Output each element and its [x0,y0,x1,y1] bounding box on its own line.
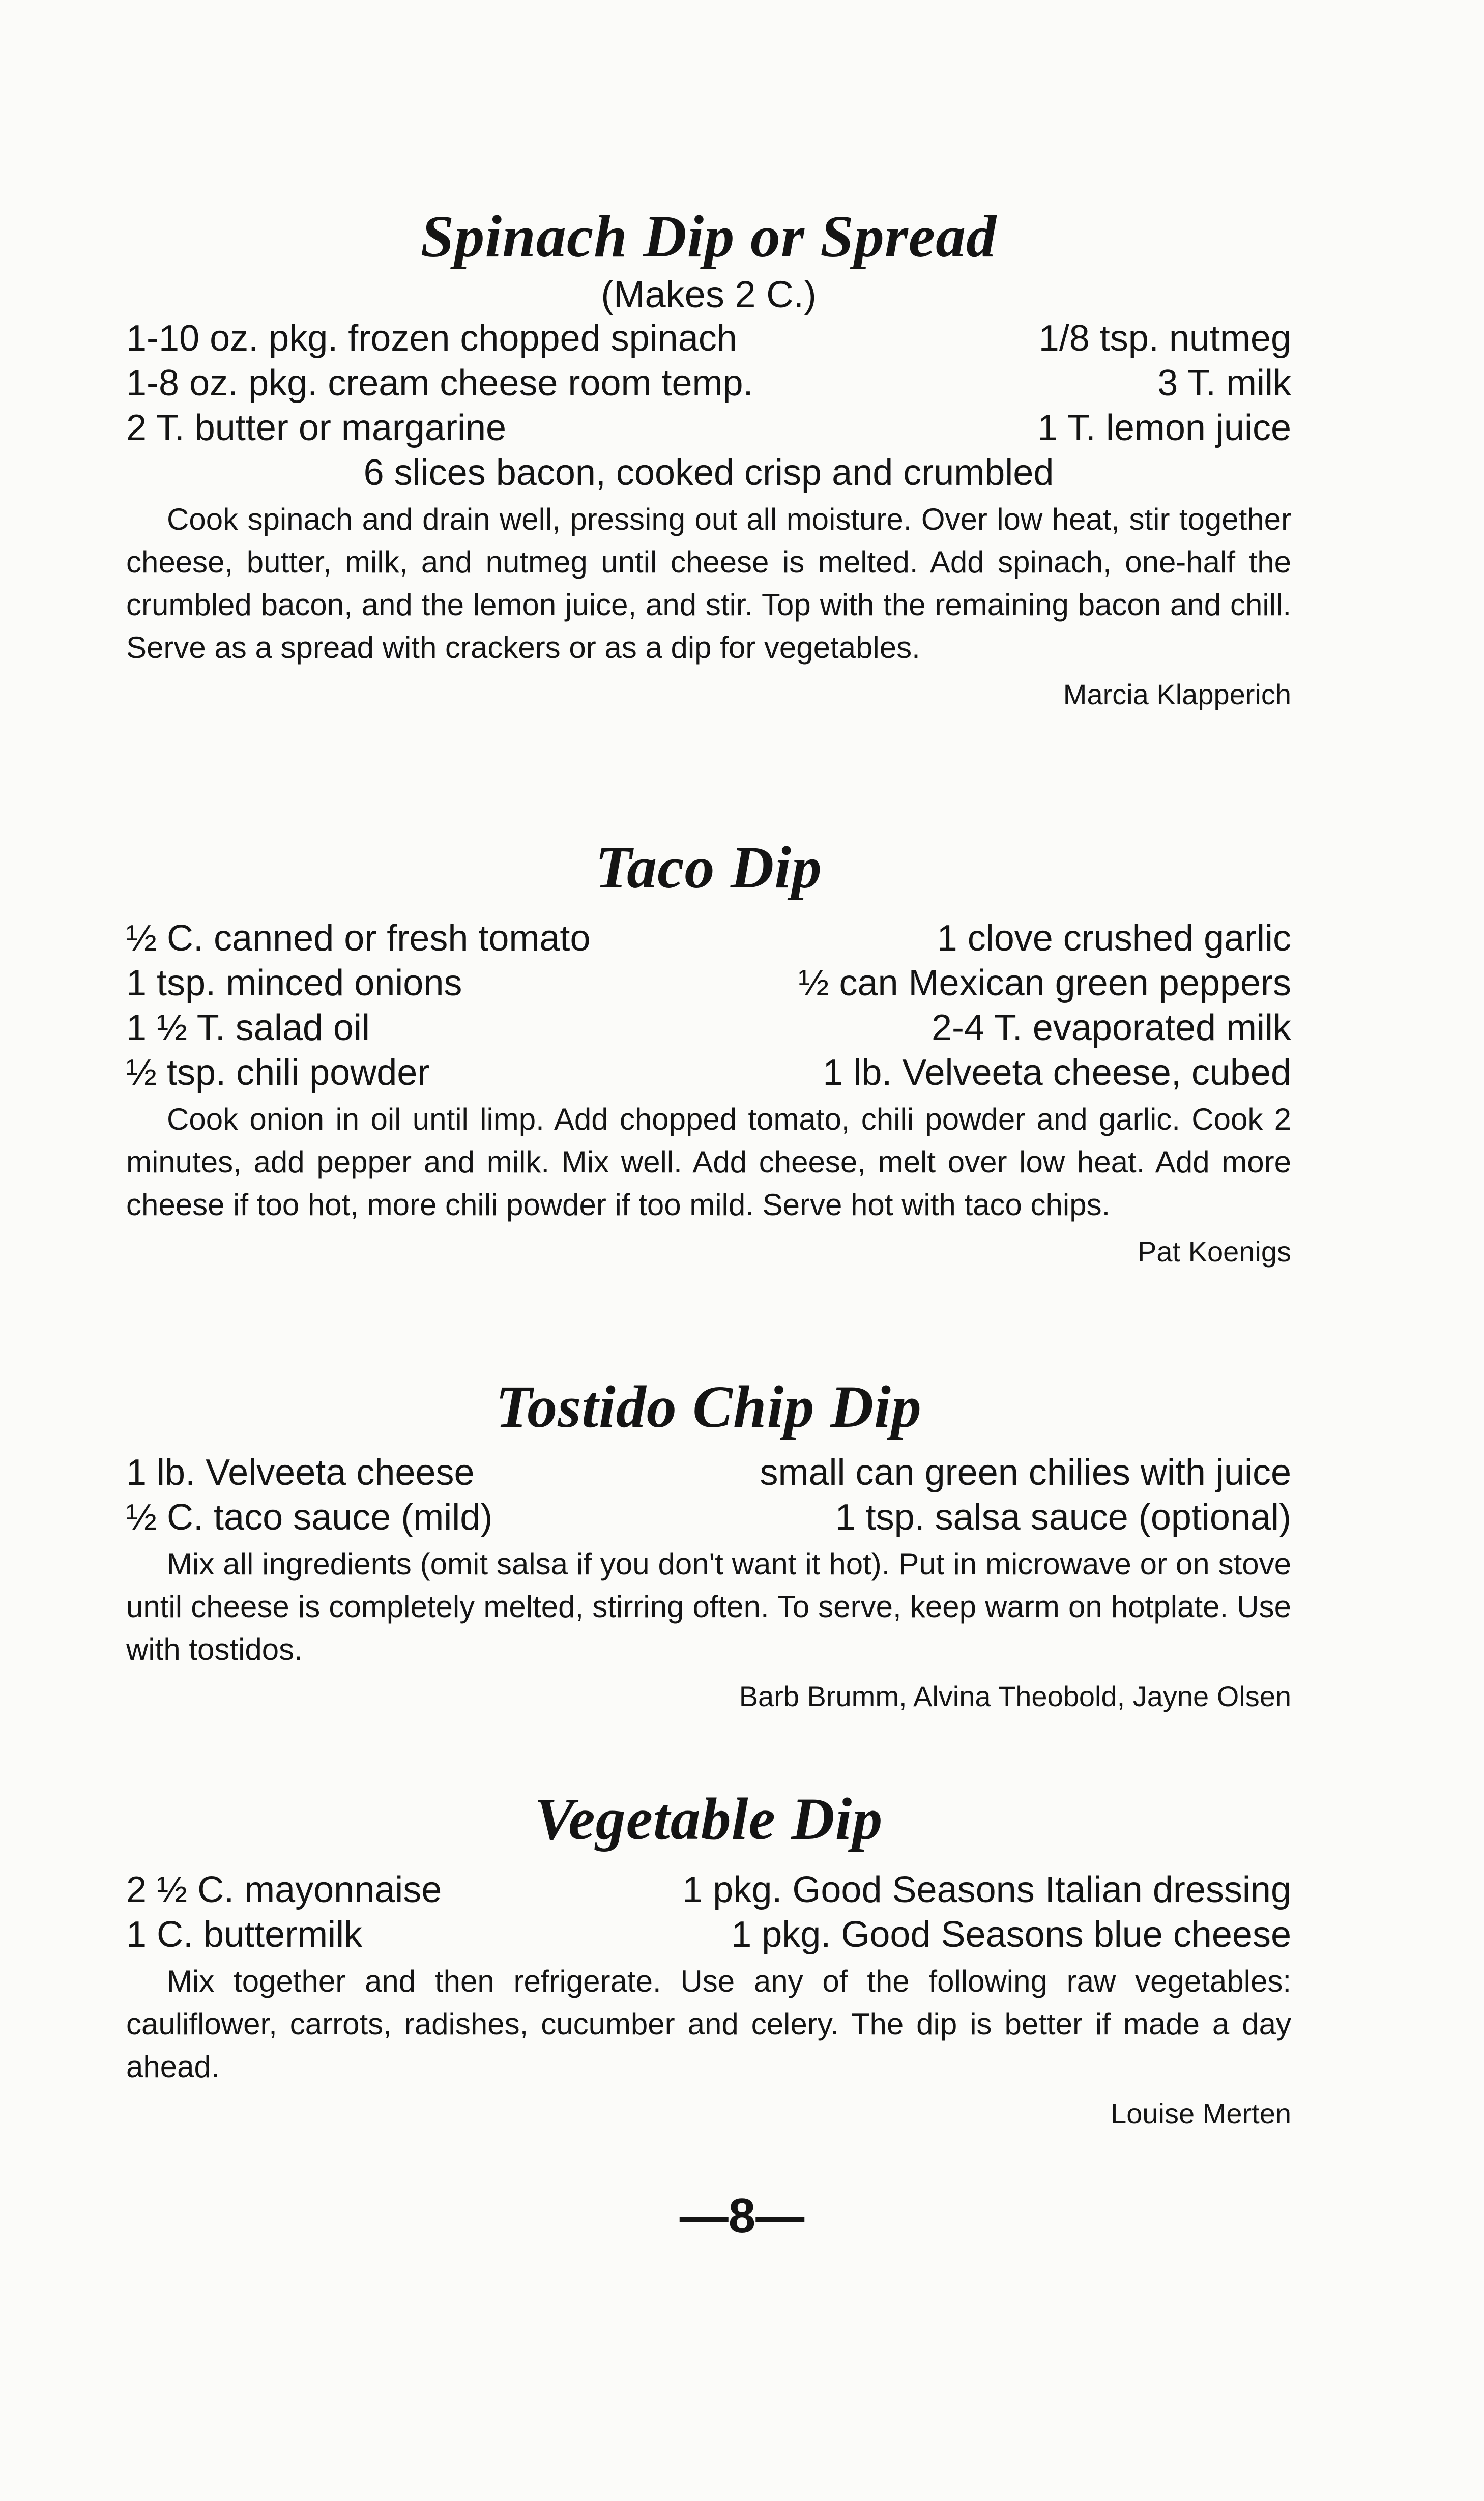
recipe-vegetable-dip [126,1786,1291,2134]
ingredient-row [126,961,1291,1005]
recipe-method: Cook spinach and drain well, pressing out all moisture. Over low heat, stir together cheese, butter, milk, and nutmeg until cheese is melted. Add spinach, one-half the crumbled bacon, and the lemon juice, and stir. Top with the remaining bacon and chill. Serve as a spread with crackers or as a dip for vegetables. [126,502,1291,665]
ingredient-row [126,361,1291,406]
ingredient-right: ½ can Mexican green peppers [798,962,1291,1003]
ingredient-left: ½ C. taco sauce (mild) [126,1497,493,1538]
ingredient-row [126,316,1291,361]
ingredient-row [126,916,1291,961]
ingredient-right: 1/8 tsp. nutmeg [1038,318,1291,359]
ingredient-right: 3 T. milk [1157,362,1291,404]
ingredient-left: 1-10 oz. pkg. frozen chopped spinach [126,318,737,359]
ingredient-row [126,406,1291,450]
recipe-method: Mix together and then refrigerate. Use any of the following raw vegetables: cauliflower, carrots, radishes, cucumber and celery. The dip is better if made a day ahead. [126,1964,1291,2084]
ingredient-left: 1 lb. Velveeta cheese [126,1452,475,1493]
ingredient-right: 1 tsp. salsa sauce (optional) [835,1497,1291,1538]
recipe-method: Cook onion in oil until limp. Add chopped tomato, chili powder and garlic. Cook 2 minutes, add pepper and milk. Mix well. Add cheese, melt over low heat. Add more cheese if too hot, more chili powder if too mild. Serve hot with taco chips. [126,1102,1291,1222]
recipe-title: Tostido Chip Dip [496,1373,922,1440]
recipe-method: Mix all ingredients (omit salsa if you don't want it hot). Put in microwave or on stove until cheese is completely melted, stirring often. To serve, keep warm on hotplate. Use with tostidos. [126,1546,1291,1666]
ingredient-left: 1 ½ T. salad oil [126,1007,370,1048]
recipe-tostido-chip-dip [126,1374,1291,1717]
ingredient-right: 2-4 T. evaporated milk [931,1007,1291,1048]
ingredient-row [126,1912,1291,1957]
ingredient-left: 1 tsp. minced onions [126,962,462,1003]
ingredient-right: 1 pkg. Good Seasons Italian dressing [682,1869,1291,1910]
recipe-credit: Pat Koenigs [1138,1235,1291,1268]
recipe-title: Taco Dip [595,834,823,901]
ingredient-left: 2 T. butter or margarine [126,407,507,448]
ingredient-right: 1 T. lemon juice [1037,407,1291,448]
ingredient-left: 1 C. buttermilk [126,1914,363,1955]
ingredient-row [126,1050,1291,1095]
ingredient-left: ½ tsp. chili powder [126,1052,430,1093]
recipe-title: Vegetable Dip [534,1786,883,1852]
ingredient-left: ½ C. canned or fresh tomato [126,917,591,959]
ingredient-row [126,1450,1291,1495]
recipe-spinach-dip [126,204,1291,715]
ingredient-row [126,1867,1291,1912]
recipe-title: Spinach Dip or Spread [420,203,997,270]
recipe-yield: (Makes 2 C.) [601,273,817,315]
ingredient-left: 2 ½ C. mayonnaise [126,1869,442,1910]
page-number: —8— [679,2189,805,2243]
ingredient-right: 1 lb. Velveeta cheese, cubed [823,1052,1291,1093]
ingredient-right: 1 clove crushed garlic [937,917,1291,959]
ingredient-right: small can green chilies with juice [760,1452,1291,1493]
ingredient-row [126,1005,1291,1050]
recipe-credit: Marcia Klapperich [1063,678,1291,710]
recipe-taco-dip [126,835,1291,1272]
ingredient-right: 1 pkg. Good Seasons blue cheese [731,1914,1291,1955]
ingredient-left: 1-8 oz. pkg. cream cheese room temp. [126,362,753,404]
ingredient-centered: 6 slices bacon, cooked crisp and crumbled [363,452,1054,493]
recipe-credit: Louise Merten [1111,2097,1291,2130]
ingredient-row [126,1495,1291,1540]
recipe-credit: Barb Brumm, Alvina Theobold, Jayne Olsen [739,1680,1291,1712]
